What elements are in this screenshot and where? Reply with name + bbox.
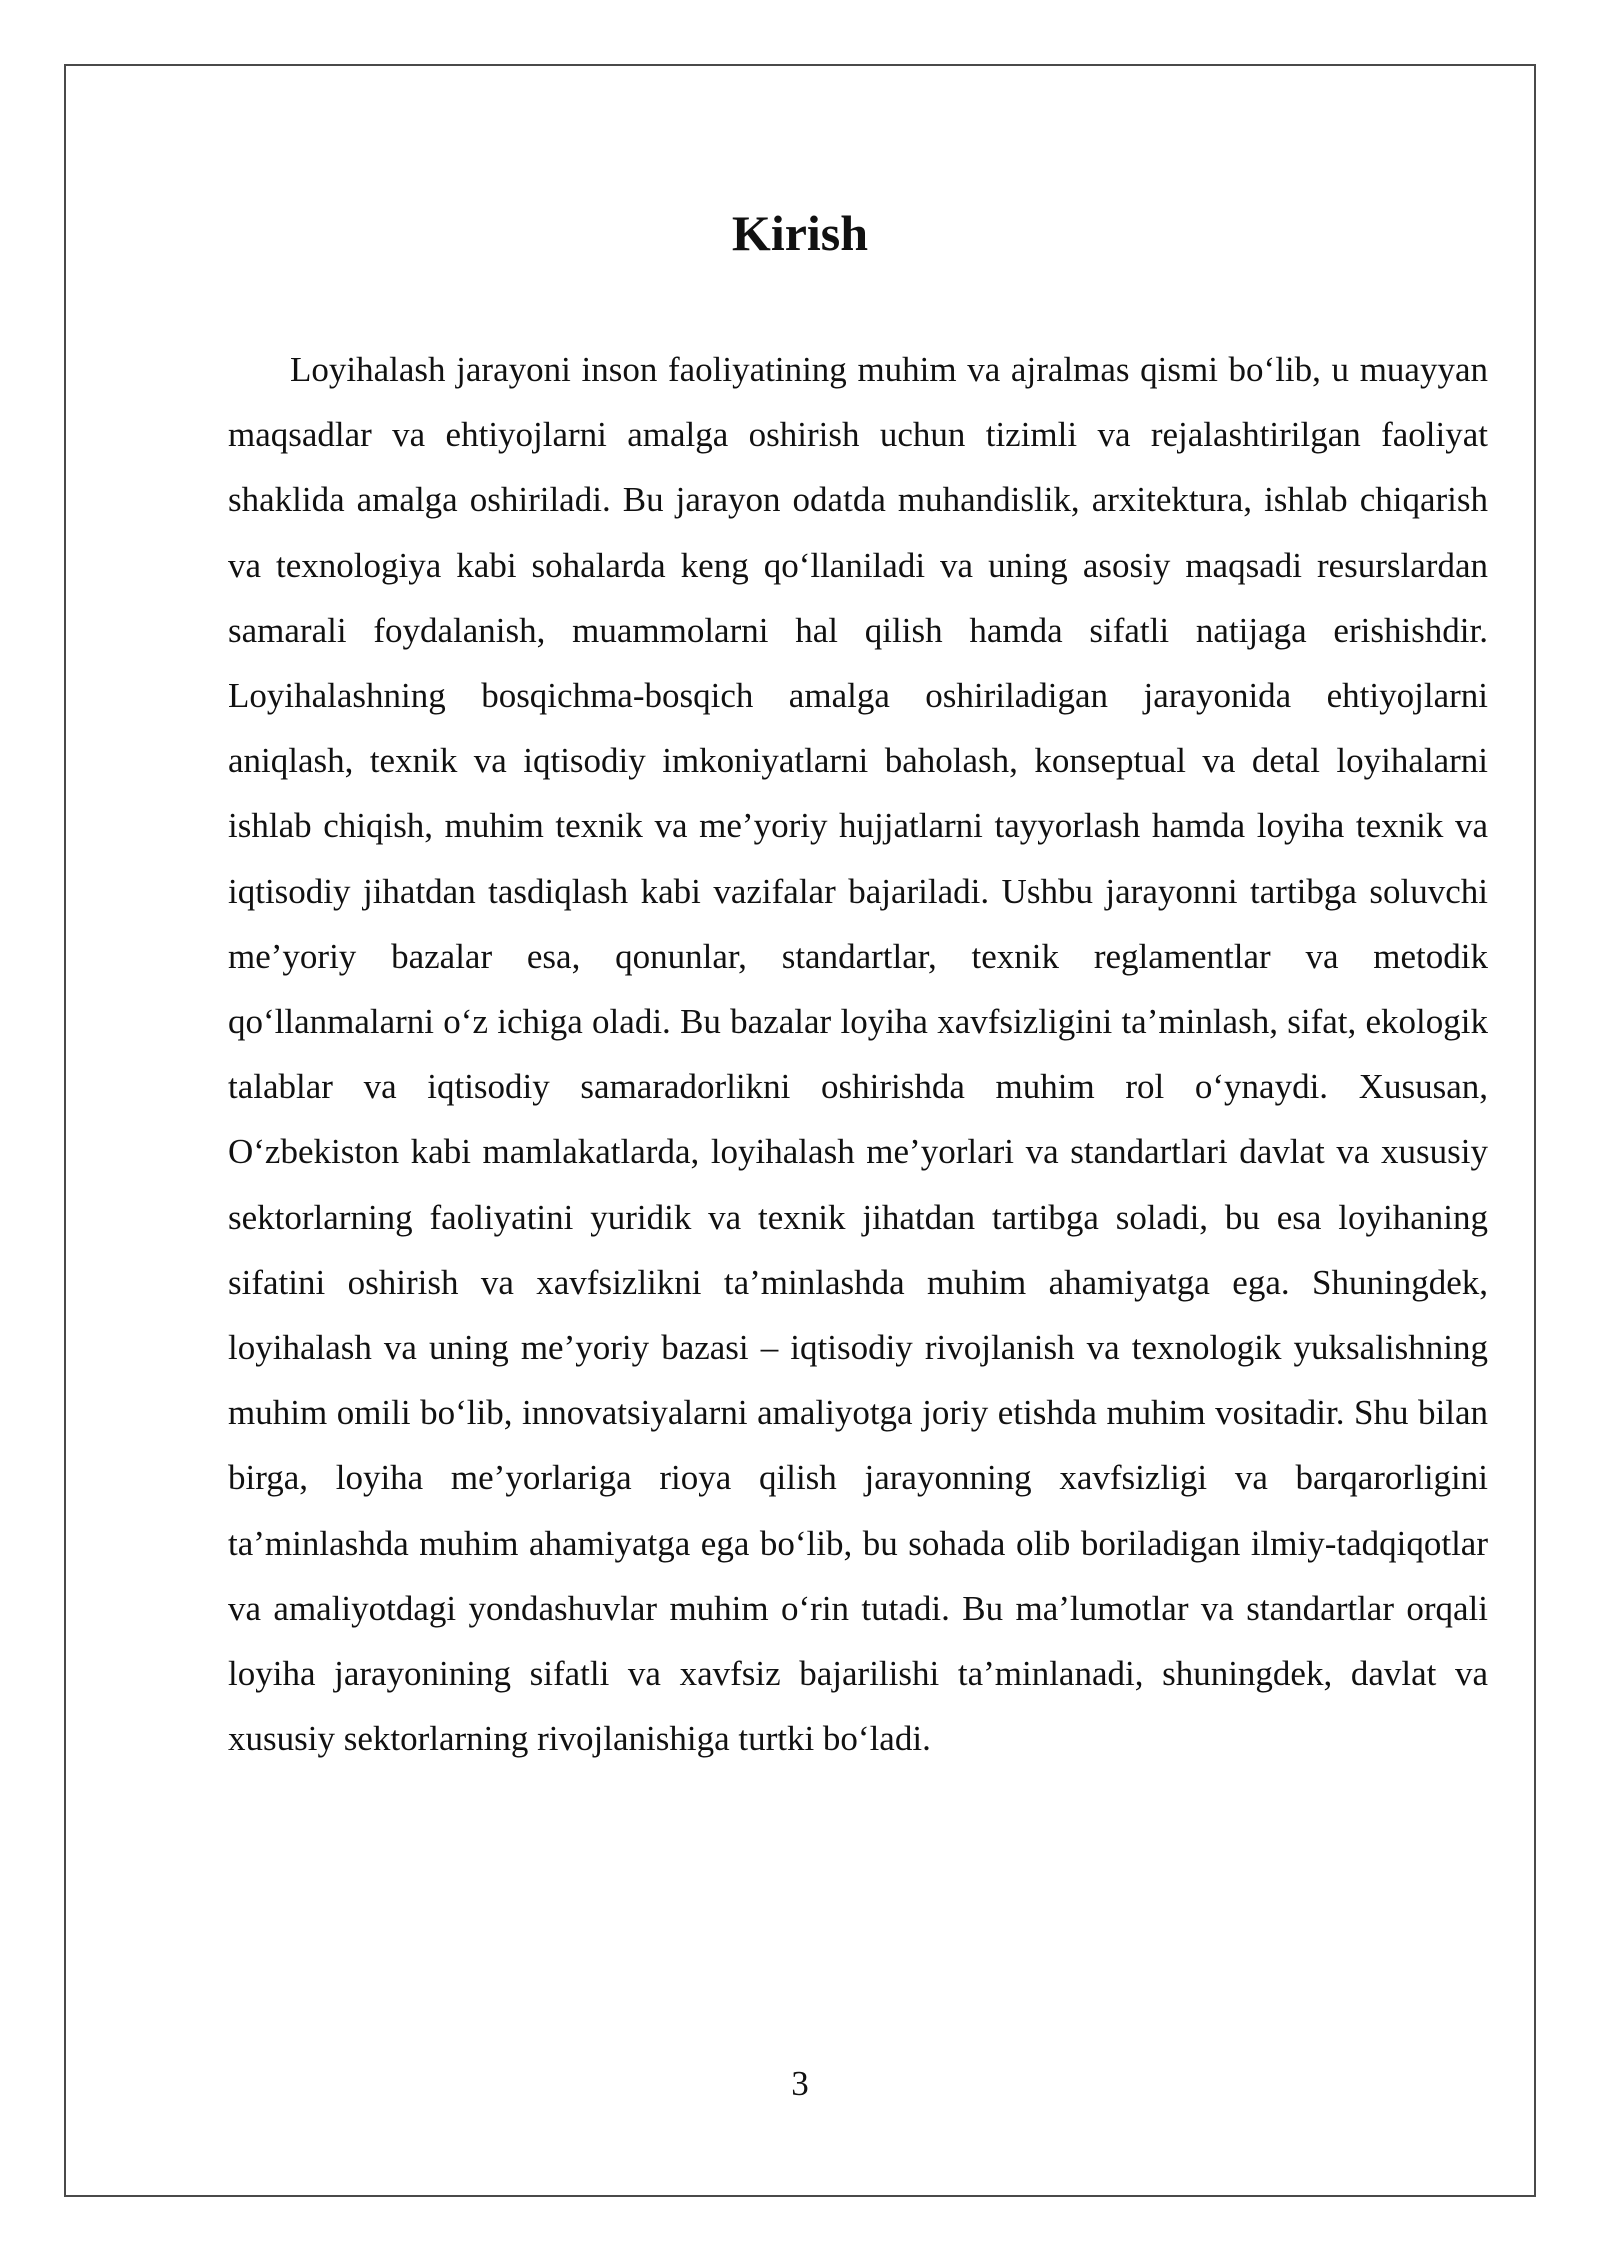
page-title: Kirish — [731, 205, 869, 261]
body-paragraph: Loyihalash jarayoni inson faoliyatining muhim va ajralmas qismi bo‘lib, u muayyan maqsadlar va ehtiyojlarni amalga oshirish uchun tizimli va rejalashtirilgan faoliyat shaklida amalga oshiriladi. Bu jarayon odatda muhandislik, arxitektura, ishlab chiqarish va texnologiya kabi sohalarda keng qo‘llaniladi va uning asosiy maqsadi resurslardan samarali foydalanish, muammolarni hal qilish hamda sifatli natijaga erishishdir. Loyihalashning bosqichma-bosqich amalga oshiriladigan jarayonida ehtiyojlarni aniqlash, texnik va iqtisodiy imkoniyatlarni baholash, konseptual va detal loyihalarni ishlab chiqish, muhim texnik va me’yoriy hujjatlarni tayyorlash hamda loyiha texnik va iqtisodiy jihatdan tasdiqlash kabi vazifalar bajariladi. Ushbu jarayonni tartibga soluvchi me’yoriy bazalar esa, qonunlar, standartlar, texnik reglamentlar va metodik qo‘llanmalarni o‘z ichiga oladi. Bu bazalar loyiha xavfsizligini ta’minlash, sifat, ekologik talablar va iqtisodiy samaradorlikni oshirishda muhim rol o‘ynaydi. Xususan, O‘zbekiston kabi mamlakatlarda, loyihalash me’yorlari va standartlari davlat va xususiy sektorlarning faoliyatini yuridik va texnik jihatdan tartibga soladi, bu esa loyihaning sifatini oshirish va xavfsizlikni ta’minlashda muhim ahamiyatga ega. Shuningdek, loyihalash va uning me’yoriy bazasi – iqtisodiy rivojlanish va texnologik yuksalishning muhim omili bo‘lib, innovatsiyalarni amaliyotga joriy etishda muhim vositadir. Shu bilan birga, loyiha me’yorlariga rioya qilish jarayonning xavfsizligi va barqarorligini ta’minlashda muhim ahamiyatga ega bo‘lib, bu sohada olib boriladigan ilmiy-tadqiqotlar va amaliyotdagi yondashuvlar muhim o‘rin tutadi. Bu ma’lumotlar va standartlar orqali loyiha jarayonining sifatli va xavfsiz bajarilishi ta’minlanadi, shuningdek, davlat va xususiy sektorlarning rivojlanishiga turtki bo‘ladi. — [228, 350, 1488, 1759]
page-number: 3 — [791, 2064, 809, 2103]
